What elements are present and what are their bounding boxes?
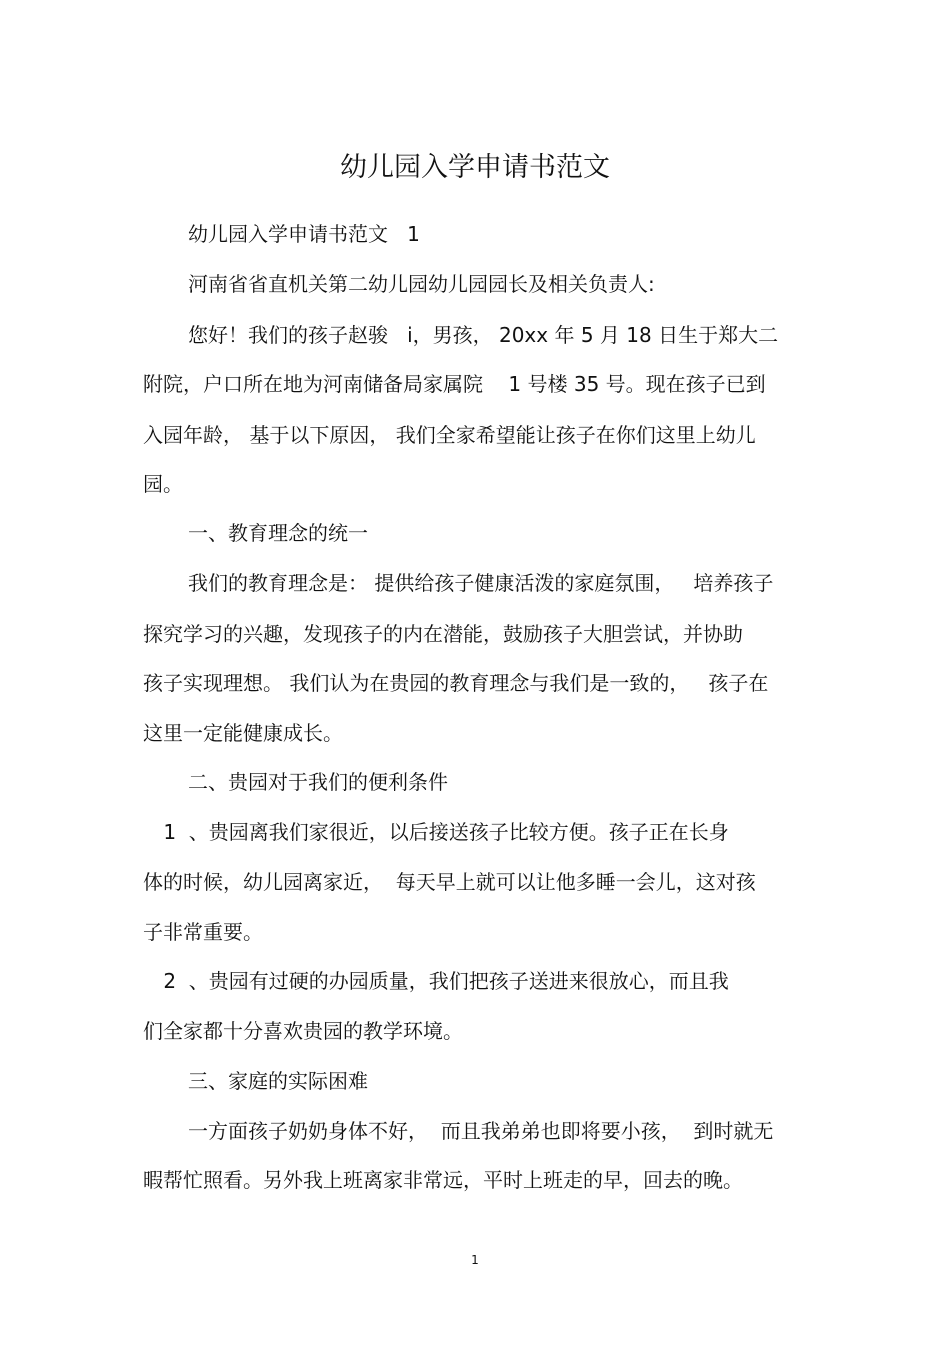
paragraph-line: 子非常重要。	[143, 920, 263, 944]
paragraph-line: 您好！我们的孩子赵骏 i，男孩， 20xx 年 5 月 18 日生于郑大二	[188, 323, 779, 347]
paragraph-line: 暇帮忙照看。另外我上班离家非常远，平时上班走的早，回去的晚。	[143, 1168, 743, 1192]
page-number: 1	[471, 1253, 479, 1267]
paragraph-line: 这里一定能健康成长。	[143, 721, 343, 745]
paragraph-line: 我们的教育理念是： 提供给孩子健康活泼的家庭氛围， 培养孩子	[188, 571, 774, 595]
section-heading: 一、教育理念的统一	[188, 521, 368, 545]
section-heading: 三、家庭的实际困难	[188, 1069, 368, 1093]
section-heading: 二、贵园对于我们的便利条件	[188, 770, 448, 794]
list-item: 1 、贵园离我们家很近，以后接送孩子比较方便。孩子正在长身	[157, 820, 729, 844]
paragraph-line: 探究学习的兴趣，发现孩子的内在潜能，鼓励孩子大胆尝试，并协助	[143, 622, 743, 646]
paragraph-line: 一方面孩子奶奶身体不好， 而且我弟弟也即将要小孩， 到时就无	[188, 1119, 774, 1143]
salutation: 河南省省直机关第二幼儿园幼儿园园长及相关负责人:	[188, 272, 655, 296]
paragraph-line: 入园年龄， 基于以下原因， 我们全家希望能让孩子在你们这里上幼儿	[143, 423, 756, 447]
section-heading: 幼儿园入学申请书范文 1	[188, 222, 420, 246]
paragraph-line: 体的时候，幼儿园离家近， 每天早上就可以让他多睡一会儿，这对孩	[143, 870, 756, 894]
list-item: 2 、贵园有过硬的办园质量，我们把孩子送进来很放心，而且我	[157, 969, 729, 993]
paragraph-line: 园。	[143, 472, 183, 496]
paragraph-line: 附院，户口所在地为河南储备局家属院 1 号楼 35 号。现在孩子已到	[143, 372, 766, 396]
paragraph-line: 们全家都十分喜欢贵园的教学环境。	[143, 1019, 463, 1043]
paragraph-line: 孩子实现理想。 我们认为在贵园的教育理念与我们是一致的， 孩子在	[143, 671, 769, 695]
document-title: 幼儿园入学申请书范文	[340, 152, 610, 183]
